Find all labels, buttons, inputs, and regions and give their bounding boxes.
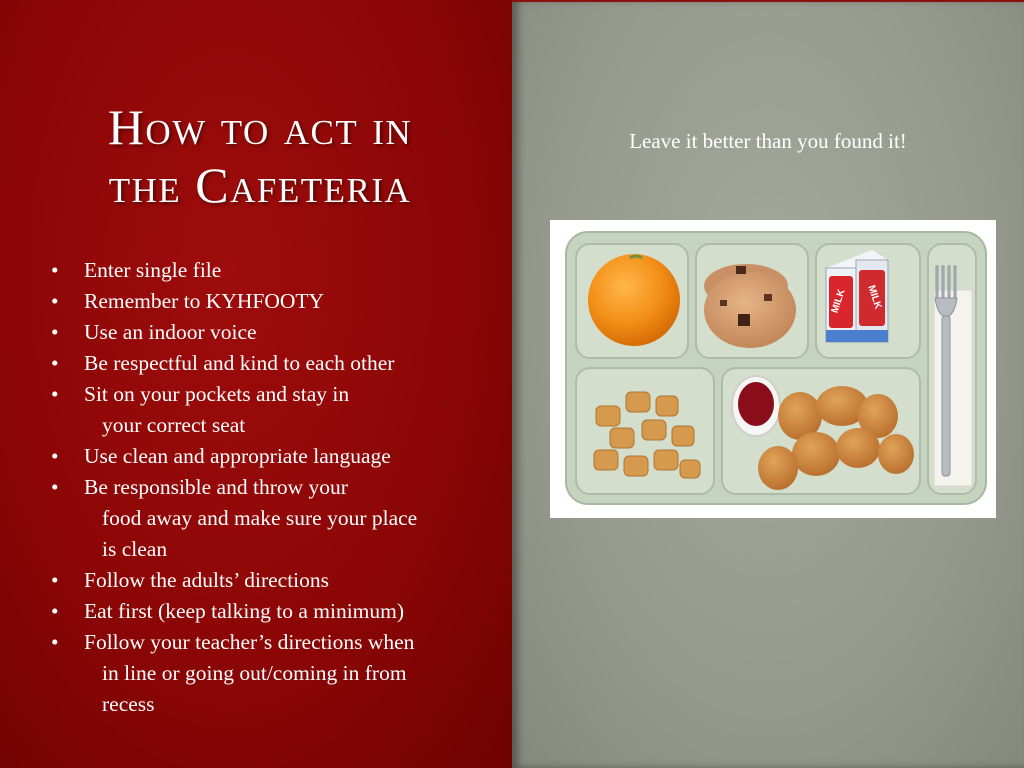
rule-item bbox=[48, 441, 508, 472]
rule-line: Use an indoor voice bbox=[84, 320, 257, 344]
rule-line-continued: is clean bbox=[102, 537, 168, 561]
rule-item bbox=[48, 286, 508, 317]
chocolate-chip bbox=[738, 314, 750, 326]
rule-item bbox=[48, 348, 508, 379]
svg-text:MILK: MILK bbox=[865, 283, 884, 311]
rule-line: Eat first (keep talking to a minimum) bbox=[84, 599, 405, 623]
rule-line-continued: recess bbox=[102, 692, 155, 716]
title-line-1: How to act in bbox=[107, 99, 413, 155]
rule-line: Follow the adults’ directions bbox=[84, 568, 330, 592]
lunch-tray-photo bbox=[550, 220, 996, 518]
rule-line-continued: in line or going out/coming in from bbox=[102, 661, 407, 685]
chocolate-chip bbox=[764, 294, 772, 301]
rule-item bbox=[48, 472, 508, 565]
rules-list bbox=[48, 255, 508, 720]
rule-item bbox=[48, 596, 508, 627]
rule-line: Enter single file bbox=[84, 258, 222, 282]
ketchup-cup bbox=[732, 376, 780, 436]
napkin bbox=[934, 290, 972, 486]
rule-line: Follow your teacher’s directions when bbox=[84, 630, 415, 654]
lunch-tray-illustration bbox=[550, 220, 996, 518]
rule-line: Sit on your pockets and stay in bbox=[84, 382, 350, 406]
rule-line-continued: food away and make sure your place bbox=[102, 506, 418, 530]
rule-item bbox=[48, 565, 508, 596]
title-line-2: the Cafeteria bbox=[108, 157, 412, 213]
rule-line-continued: your correct seat bbox=[102, 413, 246, 437]
svg-text:MILK: MILK bbox=[829, 287, 848, 315]
slide-caption: Leave it better than you found it! bbox=[629, 129, 907, 153]
rule-item bbox=[48, 379, 508, 441]
orange bbox=[588, 254, 680, 346]
chocolate-chip bbox=[720, 300, 727, 306]
cookie bbox=[704, 272, 796, 348]
rule-item bbox=[48, 627, 508, 720]
rule-line: Use clean and appropriate language bbox=[84, 444, 391, 468]
rule-line: Be respectful and kind to each other bbox=[84, 351, 395, 375]
chocolate-chip bbox=[736, 266, 746, 274]
rule-item bbox=[48, 317, 508, 348]
rule-item bbox=[48, 255, 508, 286]
rule-line: Be responsible and throw your bbox=[84, 475, 348, 499]
rule-line: Remember to KYHFOOTY bbox=[84, 289, 325, 313]
slide-title bbox=[30, 98, 490, 214]
